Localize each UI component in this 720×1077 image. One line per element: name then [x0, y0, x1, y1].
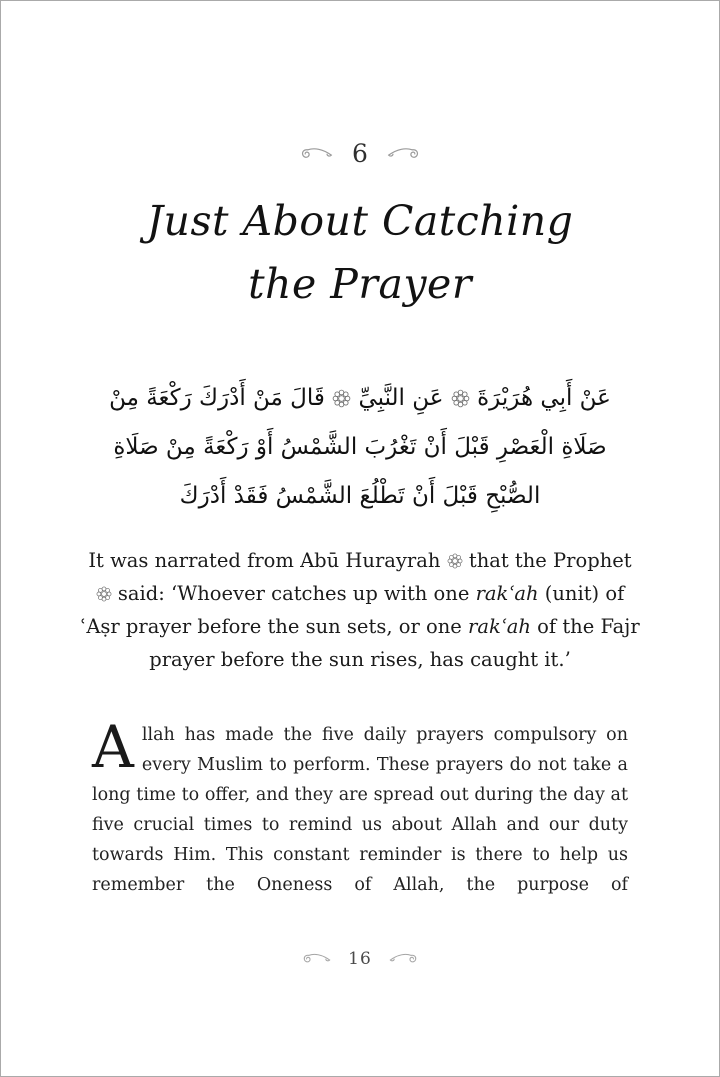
- honorific-sallallahu-alayhi-wasallam-icon: [332, 389, 351, 408]
- translation-text: said: ‘Whoever catches up with one: [117, 582, 470, 605]
- flourish-right-icon: [386, 146, 420, 162]
- translation-text: ʿAṣr prayer before the sun sets, or one: [80, 615, 462, 638]
- hadith-translation: [1, 544, 719, 676]
- flourish-right-icon: [388, 952, 418, 966]
- translation-line: [1, 610, 719, 643]
- flourish-left-icon: [302, 952, 332, 966]
- page-number: 16: [348, 949, 372, 969]
- translation-rakah-italic: rakʿah: [468, 615, 531, 638]
- drop-cap: A: [92, 713, 134, 781]
- translation-text: (unit) of: [544, 582, 625, 605]
- chapter-title: [61, 190, 659, 316]
- title-line-1: Just About Catching: [146, 197, 574, 245]
- honorific-sallallahu-alayhi-wasallam-icon: [96, 586, 112, 602]
- chapter-heading: [1, 139, 719, 168]
- translation-text: that the Prophet: [468, 549, 632, 572]
- body-text: llah has made the five daily prayers compulsory on every Muslim to perform. These prayers do not take a long time to offer, and they are spread out during the day at five crucial times to remind us about Allah and our duty towards Him. This constant reminder is there to help us remember the Oneness of Allah, the purpose of: [92, 725, 628, 895]
- honorific-radiallahu-anhu-icon: [451, 389, 470, 408]
- translation-text: of the Fajr: [537, 615, 640, 638]
- translation-text: prayer before the sun rises, has caught it.’: [149, 648, 571, 671]
- hadith-arabic-narrator: عَنْ أَبِي هُرَيْرَةَ: [477, 385, 611, 411]
- chapter-number: 6: [352, 139, 368, 168]
- translation-line: [1, 544, 719, 577]
- hadith-arabic-prophet: عَنِ النَّبِيِّ: [358, 385, 444, 411]
- page-footer: [1, 949, 719, 969]
- translation-rakah-italic: rakʿah: [475, 582, 539, 605]
- translation-line: [1, 643, 719, 676]
- hadith-arabic-matn: قَالَ مَنْ أَدْرَكَ رَكْعَةً مِنْ صَلَاةِ الْعَصْرِ قَبْلَ أَنْ تَغْرُبَ الشَّمْسُ أَوْ رَكْعَةً مِنْ صَلَاةِ الصُّبْحِ قَبْلَ أَنْ تَطْلُعَ الشَّمْسُ فَقَدْ أَدْرَكَ: [109, 385, 607, 509]
- title-line-2: the Prayer: [248, 260, 472, 308]
- body-paragraph: [92, 713, 628, 900]
- translation-line: [1, 577, 719, 610]
- honorific-radiallahu-anhu-icon: [447, 553, 463, 569]
- hadith-arabic: [87, 374, 633, 521]
- flourish-left-icon: [300, 146, 334, 162]
- translation-text: It was narrated from Abū Hurayrah: [88, 549, 441, 572]
